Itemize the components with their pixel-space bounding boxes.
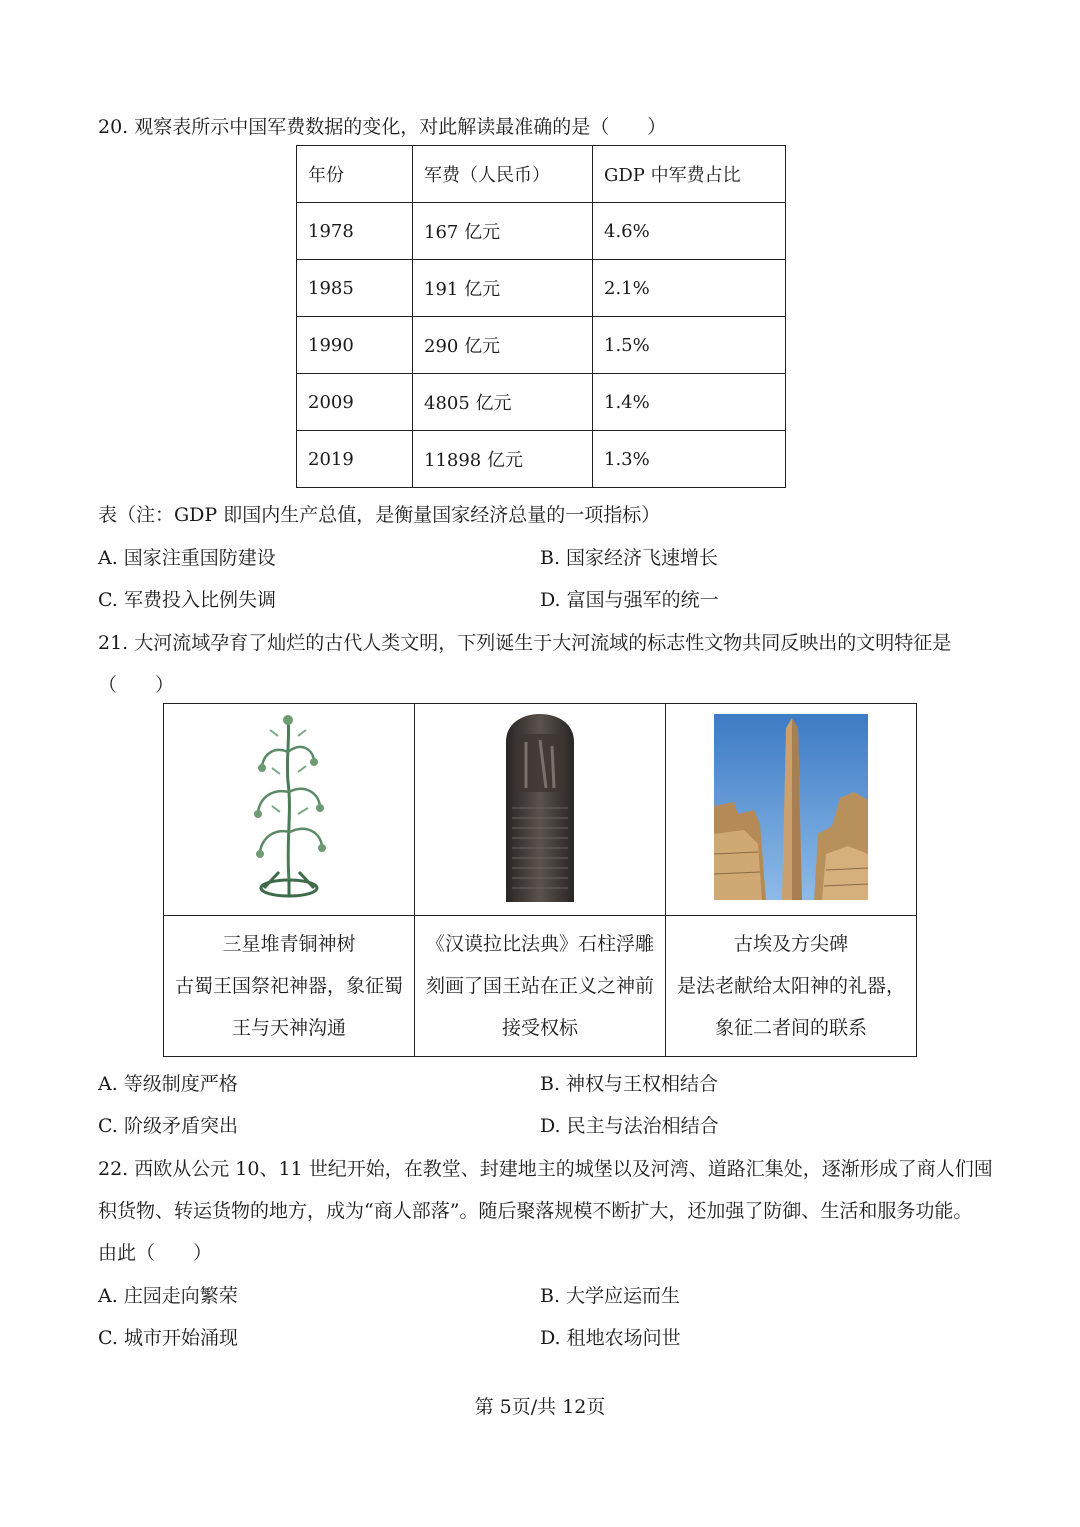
artifact-cell-sanxingdui: [164, 704, 415, 916]
caption-title: 三星堆青铜神树: [222, 933, 356, 955]
obelisk-image: [714, 714, 868, 900]
bronze-tree-image: [234, 712, 344, 902]
table-header-row: [297, 146, 786, 203]
caption-line: 王与天神沟通: [231, 1017, 346, 1039]
q22-stem-line1: 22. 西欧从公元 10、11 世纪开始，在教堂、封建地主的城堡以及河湾、道路汇集处，逐渐形成了商人们囤: [98, 1158, 993, 1180]
table-row: [297, 374, 786, 431]
caption-title: 古埃及方尖碑: [733, 933, 848, 955]
caption-line: 接受权标: [501, 1017, 578, 1039]
hammurabi-stele-image: [500, 712, 580, 902]
artifact-caption-sanxingdui: [164, 916, 415, 1057]
q21-option-c[interactable]: C. 阶级矛盾突出: [98, 1115, 238, 1137]
q22-option-d[interactable]: D. 租地农场问世: [540, 1327, 681, 1349]
cell-year: 1985: [297, 260, 413, 317]
caption-line: 象征二者间的联系: [714, 1017, 867, 1039]
table-row: [297, 431, 786, 488]
q20-option-a[interactable]: A. 国家注重国防建设: [98, 547, 276, 569]
q22-stem-line2: 积货物、转运货物的地方，成为“商人部落”。随后聚落规模不断扩大，还加强了防御、生活和服务功能。: [98, 1200, 973, 1222]
caption-line: 刻画了国王站在正义之神前: [425, 975, 654, 997]
q20-table-note: 表（注：GDP 即国内生产总值，是衡量国家经济总量的一项指标）: [98, 504, 661, 526]
page-number: 第 5页/共 12页: [474, 1396, 606, 1418]
cell-gdp-share: 1.5%: [593, 317, 786, 374]
q20-stem: 20. 观察表所示中国军费数据的变化，对此解读最准确的是（ ）: [98, 116, 667, 138]
cell-gdp-share: 1.3%: [593, 431, 786, 488]
cell-spending: 11898 亿元: [413, 431, 593, 488]
table-row: [297, 260, 786, 317]
cell-gdp-share: 1.4%: [593, 374, 786, 431]
q21-stem: 21. 大河流域孕育了灿烂的古代人类文明，下列诞生于大河流域的标志性文物共同反映出的文明特征是: [98, 632, 952, 654]
cell-spending: 167 亿元: [413, 203, 593, 260]
header-year: 年份: [297, 146, 413, 203]
cell-spending: 4805 亿元: [413, 374, 593, 431]
artifact-cell-obelisk: [666, 704, 917, 916]
q21-option-b[interactable]: B. 神权与王权相结合: [540, 1073, 719, 1095]
cell-year: 2009: [297, 374, 413, 431]
table-row: [297, 317, 786, 374]
cell-spending: 191 亿元: [413, 260, 593, 317]
table-row: [297, 203, 786, 260]
header-gdp-share: GDP 中军费占比: [593, 146, 786, 203]
cell-gdp-share: 2.1%: [593, 260, 786, 317]
cell-gdp-share: 4.6%: [593, 203, 786, 260]
q22-option-a[interactable]: A. 庄园走向繁荣: [98, 1285, 238, 1307]
artifact-caption-row: [164, 916, 917, 1057]
q22-stem-line3: 由此（ ）: [98, 1242, 213, 1264]
artifact-caption-obelisk: [666, 916, 917, 1057]
header-spending: 军费（人民币）: [413, 146, 593, 203]
q22-option-b[interactable]: B. 大学应运而生: [540, 1285, 681, 1307]
q22-option-c[interactable]: C. 城市开始涌现: [98, 1327, 238, 1349]
cell-year: 1990: [297, 317, 413, 374]
q21-option-a[interactable]: A. 等级制度严格: [98, 1073, 238, 1095]
q20-option-d[interactable]: D. 富国与强军的统一: [540, 589, 719, 611]
q20-option-b[interactable]: B. 国家经济飞速增长: [540, 547, 719, 569]
artifact-caption-hammurabi: [415, 916, 666, 1057]
caption-line: 古蜀王国祭祀神器，象征蜀: [174, 975, 403, 997]
cell-spending: 290 亿元: [413, 317, 593, 374]
cell-year: 2019: [297, 431, 413, 488]
military-spending-table: [296, 145, 786, 488]
q20-option-c[interactable]: C. 军费投入比例失调: [98, 589, 276, 611]
artifact-table: [163, 703, 917, 1057]
caption-line: 是法老献给太阳神的礼器，: [676, 975, 905, 997]
cell-year: 1978: [297, 203, 413, 260]
artifact-cell-hammurabi: [415, 704, 666, 916]
artifact-image-row: [164, 704, 917, 916]
q21-option-d[interactable]: D. 民主与法治相结合: [540, 1115, 719, 1137]
caption-title: 《汉谟拉比法典》石柱浮雕: [425, 933, 654, 955]
q21-stem-bracket: （ ）: [98, 674, 175, 696]
